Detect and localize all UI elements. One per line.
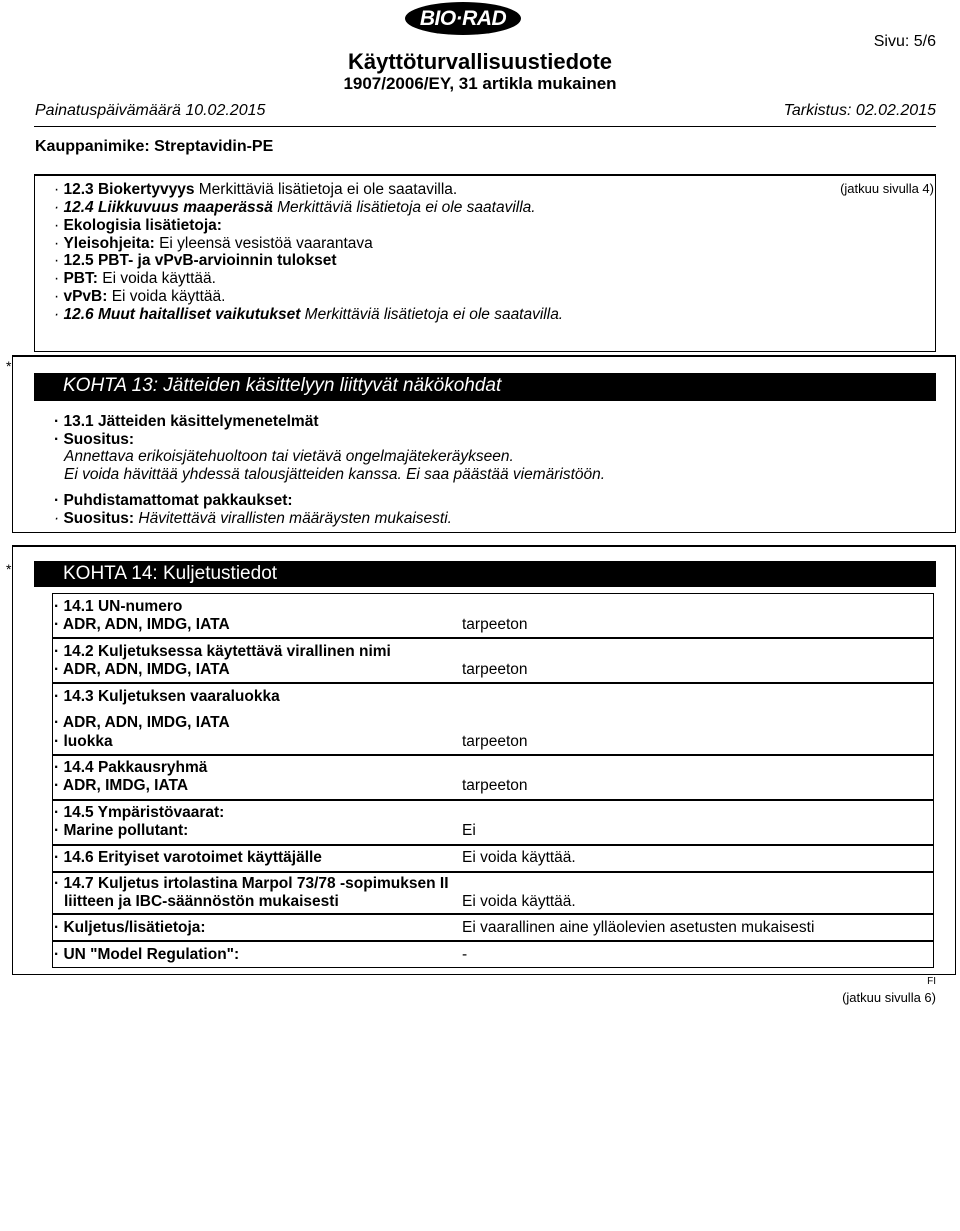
- s13-method: · 13.1 Jätteiden käsittelymenetelmät: [54, 413, 319, 430]
- s14-pg-modes: · ADR, IMDG, IATA: [54, 777, 189, 794]
- s12-row-1: · 12.3 Biokertyvyys Merkittäviä lisätietoja ei ole saatavilla.: [54, 181, 458, 198]
- s14-hc-value: tarpeeton: [462, 733, 528, 750]
- s14-un-modes: · ADR, ADN, IMDG, IATA: [54, 616, 230, 633]
- document-title: Käyttöturvallisuustiedote: [347, 49, 613, 74]
- s12-label: 12.6 Muut haitalliset vaikutukset: [63, 306, 301, 323]
- s14-sn-modes: · ADR, ADN, IMDG, IATA: [54, 661, 230, 678]
- s14-label: ADR, IMDG, IATA: [62, 777, 189, 794]
- s12-label: 12.4 Liikkuvuus maaperässä: [63, 199, 273, 216]
- s14-label: 14.3 Kuljetuksen vaaraluokka: [63, 688, 280, 705]
- s14-model: · UN "Model Regulation":: [54, 946, 240, 963]
- continued-from: (jatkuu sivulla 4): [840, 181, 934, 196]
- s12-text: Merkittäviä lisätietoja ei ole saatavilla.: [194, 181, 458, 198]
- s14-additional: · Kuljetus/lisätietoja:: [54, 919, 206, 936]
- header-divider: [34, 126, 936, 127]
- s12-row-8: · 12.6 Muut haitalliset vaikutukset Merkittäviä lisätietoja ei ole saatavilla.: [54, 306, 564, 323]
- s12-row-7: · vPvB: Ei voida käyttää.: [54, 288, 226, 305]
- s14-packing-group: · 14.4 Pakkausryhmä: [54, 759, 208, 776]
- s14-bulk-value: Ei voida käyttää.: [462, 893, 576, 910]
- s12-row-3: · Ekologisia lisätietoja:: [54, 217, 222, 234]
- continued-on: (jatkuu sivulla 6): [842, 990, 936, 1005]
- s14-hc-class: · luokka: [54, 733, 113, 750]
- bio-rad-logo: BIO·RAD: [405, 2, 521, 35]
- s14-label: ADR, ADN, IMDG, IATA: [62, 616, 230, 633]
- product-name: Kauppanimike: Streptavidin-PE: [35, 138, 274, 155]
- s14-label: ADR, ADN, IMDG, IATA: [62, 714, 230, 731]
- s12-label: Ekologisia lisätietoja:: [63, 217, 222, 234]
- s14-label: Kuljetus/lisätietoja:: [63, 919, 206, 936]
- s13-unclean: · Puhdistamattomat pakkaukset:: [54, 492, 293, 509]
- s14-un-value: tarpeeton: [462, 616, 528, 633]
- print-date: Painatuspäivämäärä 10.02.2015: [35, 102, 266, 119]
- s13-unclean-rec-text: Hävitettävä virallisten määräysten mukaisesti.: [134, 510, 452, 527]
- s12-row-6: · PBT: Ei voida käyttää.: [54, 270, 216, 287]
- s14-label: luokka: [63, 733, 113, 750]
- s12-row-2: · 12.4 Liikkuvuus maaperässä Merkittäviä lisätietoja ei ole saatavilla.: [54, 199, 536, 216]
- document-subtitle: 1907/2006/EY, 31 artikla mukainen: [343, 74, 617, 93]
- s13-rec-label: Suositus:: [63, 431, 135, 448]
- s12-label: vPvB:: [63, 288, 108, 305]
- s14-label: 14.7 Kuljetus irtolastina Marpol 73/78 -sopimuksen II: [63, 875, 449, 892]
- page-number: Sivu: 5/6: [873, 33, 936, 50]
- section-14-title: KOHTA 14: Kuljetustiedot: [35, 562, 935, 586]
- s12-text: Ei yleensä vesistöä vaarantava: [154, 235, 373, 252]
- s13-unclean-label: Puhdistamattomat pakkaukset:: [63, 492, 293, 509]
- s12-text: Ei voida käyttää.: [107, 288, 226, 305]
- s14-label: 14.1 UN-numero: [63, 598, 183, 615]
- s14-label: UN "Model Regulation":: [63, 946, 240, 963]
- s12-label: PBT:: [63, 270, 98, 287]
- s14-shipping-name: · 14.2 Kuljetuksessa käytettävä virallinen nimi: [54, 643, 391, 660]
- s14-hazard-class: · 14.3 Kuljetuksen vaaraluokka: [54, 688, 280, 705]
- s14-sn-value: tarpeeton: [462, 661, 528, 678]
- s14-un-number: · 14.1 UN-numero: [54, 598, 183, 615]
- s14-additional-value: Ei vaarallinen aine ylläolevien asetusten mukaisesti: [462, 919, 815, 936]
- s12-text: Merkittäviä lisätietoja ei ole saatavilla.: [300, 306, 564, 323]
- s12-label: 12.3 Biokertyvyys: [63, 181, 195, 198]
- s14-label: 14.2 Kuljetuksessa käytettävä virallinen nimi: [63, 643, 391, 660]
- s14-label: 14.4 Pakkausryhmä: [63, 759, 208, 776]
- s13-unclean-rec: · Suositus: Hävitettävä virallisten määräysten mukaisesti.: [54, 510, 452, 527]
- s12-row-5: · 12.5 PBT- ja vPvB-arvioinnin tulokset: [54, 252, 337, 269]
- s14-marine: · Marine pollutant:: [54, 822, 189, 839]
- revision-date: Tarkistus: 02.02.2015: [783, 102, 936, 119]
- s14-env-hazards: · 14.5 Ympäristövaarat:: [54, 804, 225, 821]
- s14-special: · 14.6 Erityiset varotoimet käyttäjälle: [54, 849, 322, 866]
- language-code: FI: [927, 976, 936, 987]
- s14-label: 14.5 Ympäristövaarat:: [63, 804, 225, 821]
- section-13-title: KOHTA 13: Jätteiden käsittelyyn liittyvät näkökohdat: [35, 374, 935, 400]
- s12-row-4: · Yleisohjeita: Ei yleensä vesistöä vaarantava: [54, 235, 373, 252]
- s14-label: 14.6 Erityiset varotoimet käyttäjälle: [63, 849, 322, 866]
- s14-label: Marine pollutant:: [63, 822, 189, 839]
- s14-label: ADR, ADN, IMDG, IATA: [62, 661, 230, 678]
- revision-marker: *: [6, 358, 12, 374]
- section-13-heading: [34, 373, 936, 401]
- revision-marker: *: [6, 561, 12, 577]
- s12-label: 12.5 PBT- ja vPvB-arvioinnin tulokset: [63, 252, 337, 269]
- s12-text: Ei voida käyttää.: [97, 270, 216, 287]
- s13-rec-line-1: Annettava erikoisjätehuoltoon tai vietävä ongelmajätekeräykseen.: [64, 448, 514, 465]
- s14-marine-value: Ei: [462, 822, 476, 839]
- s14-model-value: -: [462, 946, 468, 963]
- s14-special-value: Ei voida käyttää.: [462, 849, 576, 866]
- s13-rec-line-2: Ei voida hävittää yhdessä talousjätteiden kanssa. Ei saa päästää viemäristöön.: [64, 466, 606, 483]
- section-14-heading: [34, 561, 936, 587]
- s14-hc-modes: · ADR, ADN, IMDG, IATA: [54, 714, 230, 731]
- s14-pg-value: tarpeeton: [462, 777, 528, 794]
- s12-label: Yleisohjeita:: [63, 235, 155, 252]
- s13-unclean-rec-label: Suositus:: [63, 510, 135, 527]
- s13-method-label: 13.1 Jätteiden käsittelymenetelmät: [63, 413, 319, 430]
- s12-text: Merkittäviä lisätietoja ei ole saatavilla.: [272, 199, 536, 216]
- s13-recommendation: · Suositus:: [54, 431, 135, 448]
- s14-bulk-line-2: liitteen ja IBC-säännöstön mukaisesti: [64, 893, 339, 910]
- s14-bulk-line-1: · 14.7 Kuljetus irtolastina Marpol 73/78 -sopimuksen II: [54, 875, 449, 892]
